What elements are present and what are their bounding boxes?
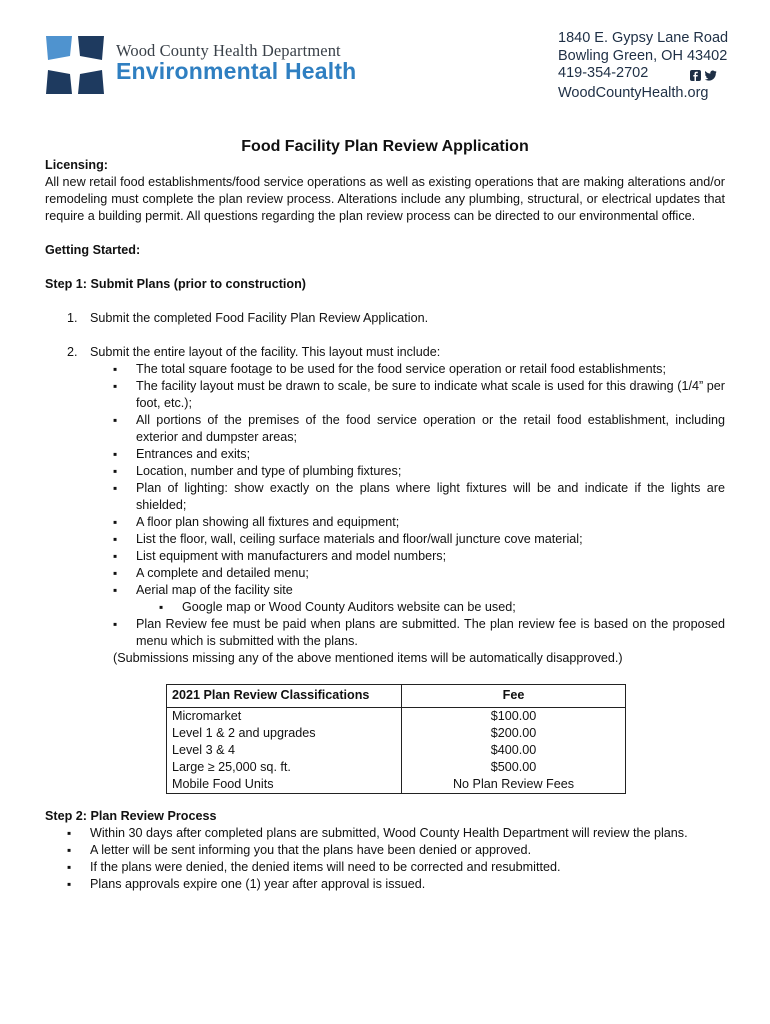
phone-line <box>558 65 728 85</box>
item-text: Submit the completed Food Facility Plan Review Application. <box>90 311 429 325</box>
step2-heading: Step 2: Plan Review Process <box>45 809 217 823</box>
submission-note: (Submissions missing any of the above mentioned items will be automatically disapproved.) <box>113 651 623 665</box>
list-item: ▪ The total square footage to be used for the food service operation or retail food establishments; <box>45 361 725 378</box>
address-line-1: 1840 E. Gypsy Lane Road <box>558 30 729 46</box>
layout-requirements-list <box>45 361 725 599</box>
list-item: ▪ Plans approvals expire one (1) year after approval is issued. <box>45 876 725 893</box>
licensing-text: All new retail food establishments/food service operations as well as existing operations that are making alterations and/or remodeling must complete the plan review process. Alterations include any plumbing, structural, or electrical updates that require a building permit. All questions regarding the plan review process can be directed to our environmental office. <box>45 175 725 223</box>
step1-item-2 <box>45 344 725 361</box>
table-header-cell: 2021 Plan Review Classifications <box>167 685 402 708</box>
table-cell: Mobile Food Units <box>172 777 274 791</box>
list-item: ▪ List equipment with manufacturers and model numbers; <box>45 548 725 565</box>
list-item: ▪ If the plans were denied, the denied items will need to be corrected and resubmitted. <box>45 859 725 876</box>
facebook-icon[interactable] <box>690 70 701 81</box>
getting-started-heading: Getting Started: <box>45 243 141 257</box>
table-cell: $100.00 <box>490 709 537 723</box>
page-title: Food Facility Plan Review Application <box>241 138 529 155</box>
list-item: ▪ A letter will be sent informing you that the plans have been denied or approved. <box>45 842 725 859</box>
website-link[interactable]: WoodCountyHealth.org <box>558 84 709 101</box>
list-item: ▪ List the floor, wall, ceiling surface materials and floor/wall juncture cove material; <box>45 531 725 548</box>
address-line-2: Bowling Green, OH 43402 <box>558 47 728 64</box>
table-cell: No Plan Review Fees <box>452 777 575 791</box>
table-header-row <box>167 685 626 708</box>
aerial-map-sublist <box>45 599 725 616</box>
phone-number: 419-354-2702 <box>558 65 649 81</box>
item-number: 2. <box>67 345 78 359</box>
document-body <box>45 157 725 893</box>
table-cell: Level 1 & 2 and upgrades <box>172 726 316 740</box>
licensing-heading: Licensing: <box>45 158 108 172</box>
list-item: ▪ Google map or Wood County Auditors website can be used; <box>45 599 725 616</box>
fee-note-list <box>45 616 725 650</box>
table-cell: $500.00 <box>490 760 537 774</box>
list-item: ▪ The facility layout must be drawn to scale, be sure to indicate what scale is used for this drawing (1/4” per foot, etc.); <box>45 378 725 412</box>
list-item: ▪ Entrances and exits; <box>45 446 725 463</box>
table-cell: $400.00 <box>490 743 537 757</box>
item-text: Submit the entire layout of the facility. This layout must include: <box>90 345 441 359</box>
classification-column <box>167 708 402 794</box>
fee-table <box>166 684 626 794</box>
table-cell: Micromarket <box>172 709 242 723</box>
table-cell: Level 3 & 4 <box>172 743 236 757</box>
org-name: Wood County Health Department <box>116 41 341 60</box>
list-item: ▪ Plan of lighting: show exactly on the plans where light fixtures will be and indicate if the lights are shielded; <box>45 480 725 514</box>
list-item: ▪ Location, number and type of plumbing fixtures; <box>45 463 725 480</box>
step1-item-1 <box>45 310 725 327</box>
twitter-icon[interactable] <box>705 70 717 81</box>
table-body <box>167 708 626 794</box>
fee-column <box>402 708 626 794</box>
table-cell: $200.00 <box>490 726 537 740</box>
social-links <box>690 67 717 85</box>
list-item: ▪ Within 30 days after completed plans are submitted, Wood County Health Department will review the plans. <box>45 825 725 842</box>
list-item: ▪ A complete and detailed menu; <box>45 565 725 582</box>
item-number: 1. <box>67 311 78 325</box>
table-header-cell: Fee <box>402 685 626 708</box>
review-process-list <box>45 825 725 893</box>
list-item: ▪ Plan Review fee must be paid when plans are submitted. The plan review fee is based on the proposed menu which is submitted with the plans. <box>45 616 725 650</box>
health-department-logo-icon <box>44 34 106 96</box>
org-department: Environmental Health <box>116 58 357 84</box>
table-cell: Large ≥ 25,000 sq. ft. <box>172 760 291 774</box>
step1-heading: Step 1: Submit Plans (prior to construction) <box>45 277 306 291</box>
list-item: ▪ Aerial map of the facility site <box>45 582 725 599</box>
contact-block <box>558 30 728 102</box>
list-item: ▪ A floor plan showing all fixtures and equipment; <box>45 514 725 531</box>
list-item: ▪ All portions of the premises of the food service operation or the retail food establishment, including exterior and dumpster areas; <box>45 412 725 446</box>
